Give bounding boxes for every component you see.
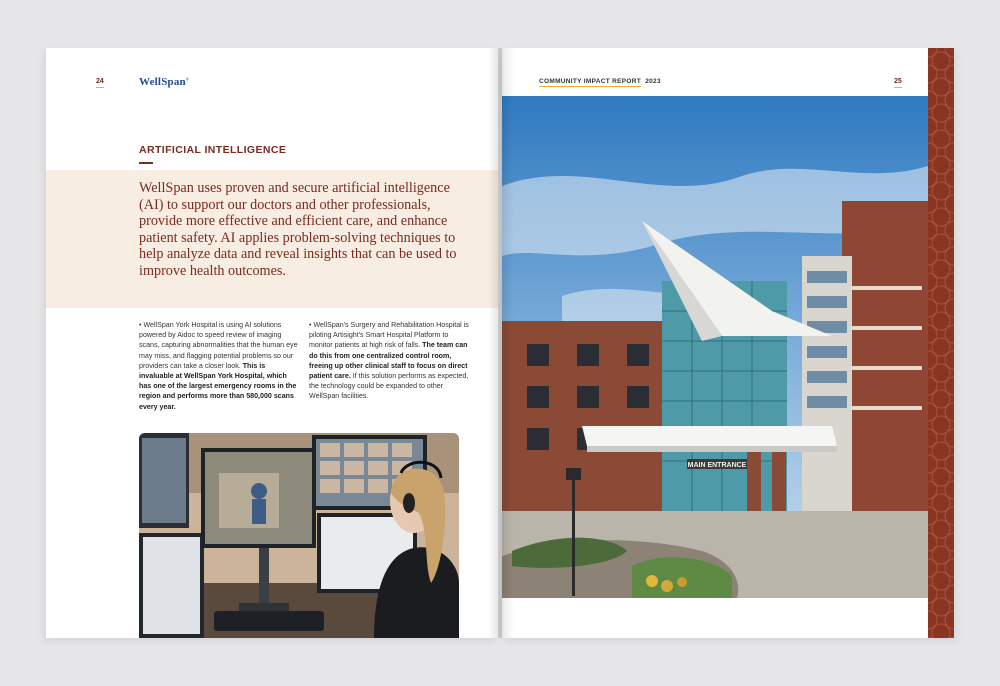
title-rule xyxy=(139,162,153,164)
hospital-entrance-photo xyxy=(502,96,928,598)
column-1-paragraph: • WellSpan York Hospital is using AI solutions powered by Aidoc to speed review of imaging scans, capturing abnormalities that the human eye may miss, and flagging potential problems so our providers can take a closer look. This is invaluable at WellSpan York Hospital, which has one of the largest emergency rooms in the region and performs more than 580,000 scans every year. xyxy=(139,321,298,411)
column-2-paragraph: • WellSpan's Surgery and Rehabilitation Hospital is piloting Artisight's Smart Hospital Platform to monitor patients at high risk of falls. The team can do this from one centralized control room, freeing up other clinical staff to focus on direct patient care. If this solution performs as expected, the technology could be expanded to other WellSpan facilities. xyxy=(309,321,469,401)
decorative-pattern-strip xyxy=(928,48,954,638)
left-page xyxy=(46,48,498,638)
page-number-left: 24 xyxy=(96,78,104,88)
report-header: COMMUNITY IMPACT REPORT 2023 xyxy=(539,78,661,85)
control-room-photo xyxy=(139,433,459,638)
wellspan-logo: WellSpan® xyxy=(139,76,190,88)
right-page xyxy=(502,48,954,638)
lead-paragraph: WellSpan uses proven and secure artificial intelligence (AI) to support our doctors and other professionals, provide more effective and efficient care, and enhance patient safety. AI applies problem-solving techniques to help analyze data and reveal insights that can be used to improve health outcomes. xyxy=(139,180,457,279)
page-number-right: 25 xyxy=(894,78,902,88)
main-entrance-sign: MAIN ENTRANCE xyxy=(687,462,747,469)
section-title: ARTIFICIAL INTELLIGENCE xyxy=(139,144,287,156)
